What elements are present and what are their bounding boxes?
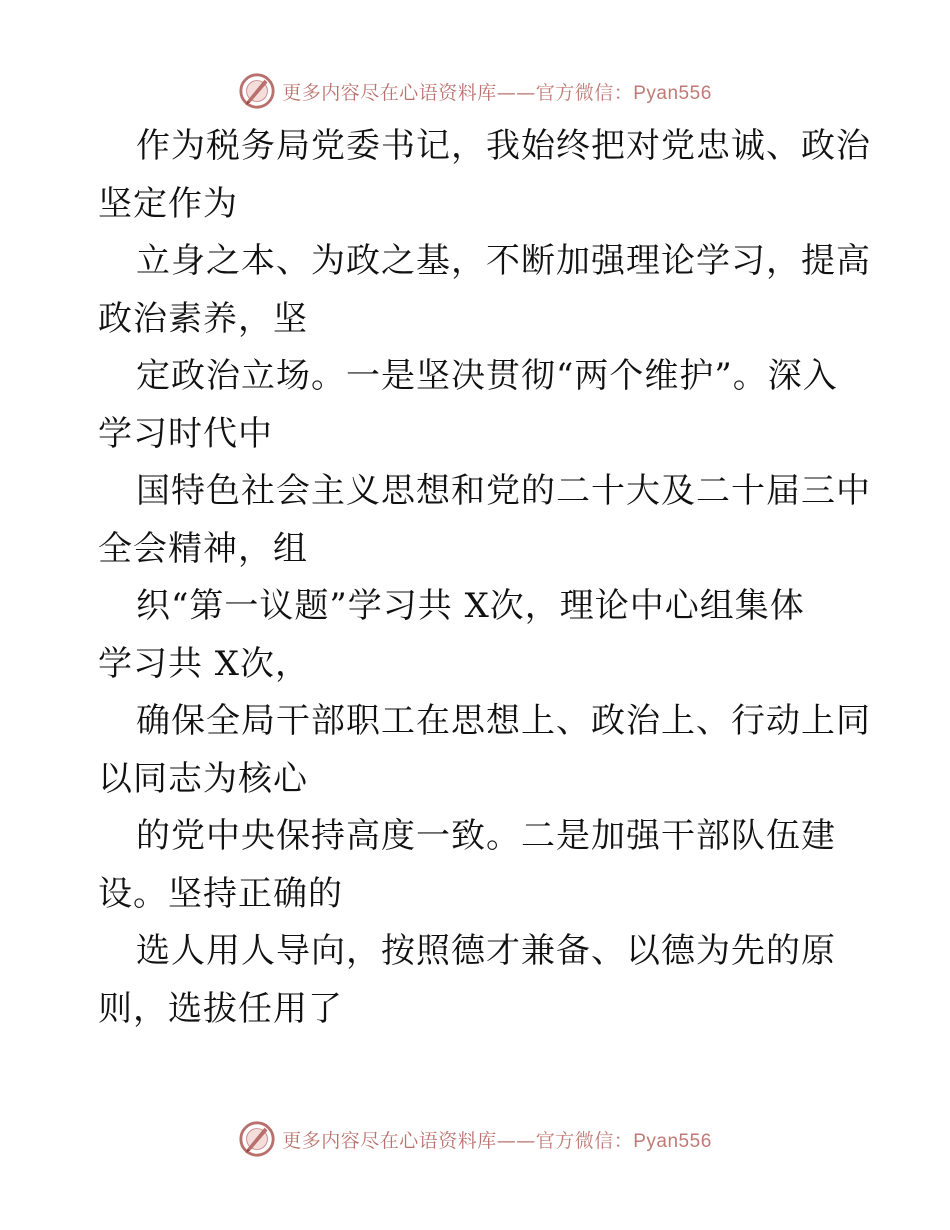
body-line: 学习共 X次， [98,643,311,684]
body-line: 立身之本、为政之基，不断加强理论学习，提高 [136,241,871,281]
body-line: 定政治立场。一是坚决贯彻“两个维护”。深入 [136,356,838,396]
body-line: 以同志为核心 [98,758,308,799]
footer-banner [0,1120,950,1158]
body-line: 政治素养，坚 [98,298,308,339]
header-banner [0,72,950,110]
footer-banner-wechat: 官方微信：Pyan556 [535,1130,712,1152]
body-line: 国特色社会主义思想和党的二十大及二十届三中 [136,471,871,511]
quill-pen-logo-icon [238,72,276,110]
body-line: 设。坚持正确的 [98,873,343,914]
header-banner-main: 更多内容尽在心语资料库—— [282,81,536,104]
document-body [98,118,871,1038]
quill-pen-logo-icon [238,1120,276,1158]
body-line: 学习时代中 [98,413,273,454]
body-line: 确保全局干部职工在思想上、政治上、行动上同 [136,701,871,741]
body-line: 则，选拔任用了 [98,988,343,1029]
header-banner-wechat: 官方微信：Pyan556 [535,82,712,104]
body-line: 选人用人导向，按照德才兼备、以德为先的原 [136,931,836,971]
footer-banner-main: 更多内容尽在心语资料库—— [282,1129,536,1152]
body-line: 全会精神，组 [98,528,308,569]
body-line: 的党中央保持高度一致。二是加强干部队伍建 [136,816,836,856]
body-line: 坚定作为 [98,183,238,224]
body-line: 作为税务局党委书记，我始终把对党忠诚、政治 [136,126,871,166]
body-line: 织“第一议题”学习共 X次，理论中心组集体 [136,586,805,626]
